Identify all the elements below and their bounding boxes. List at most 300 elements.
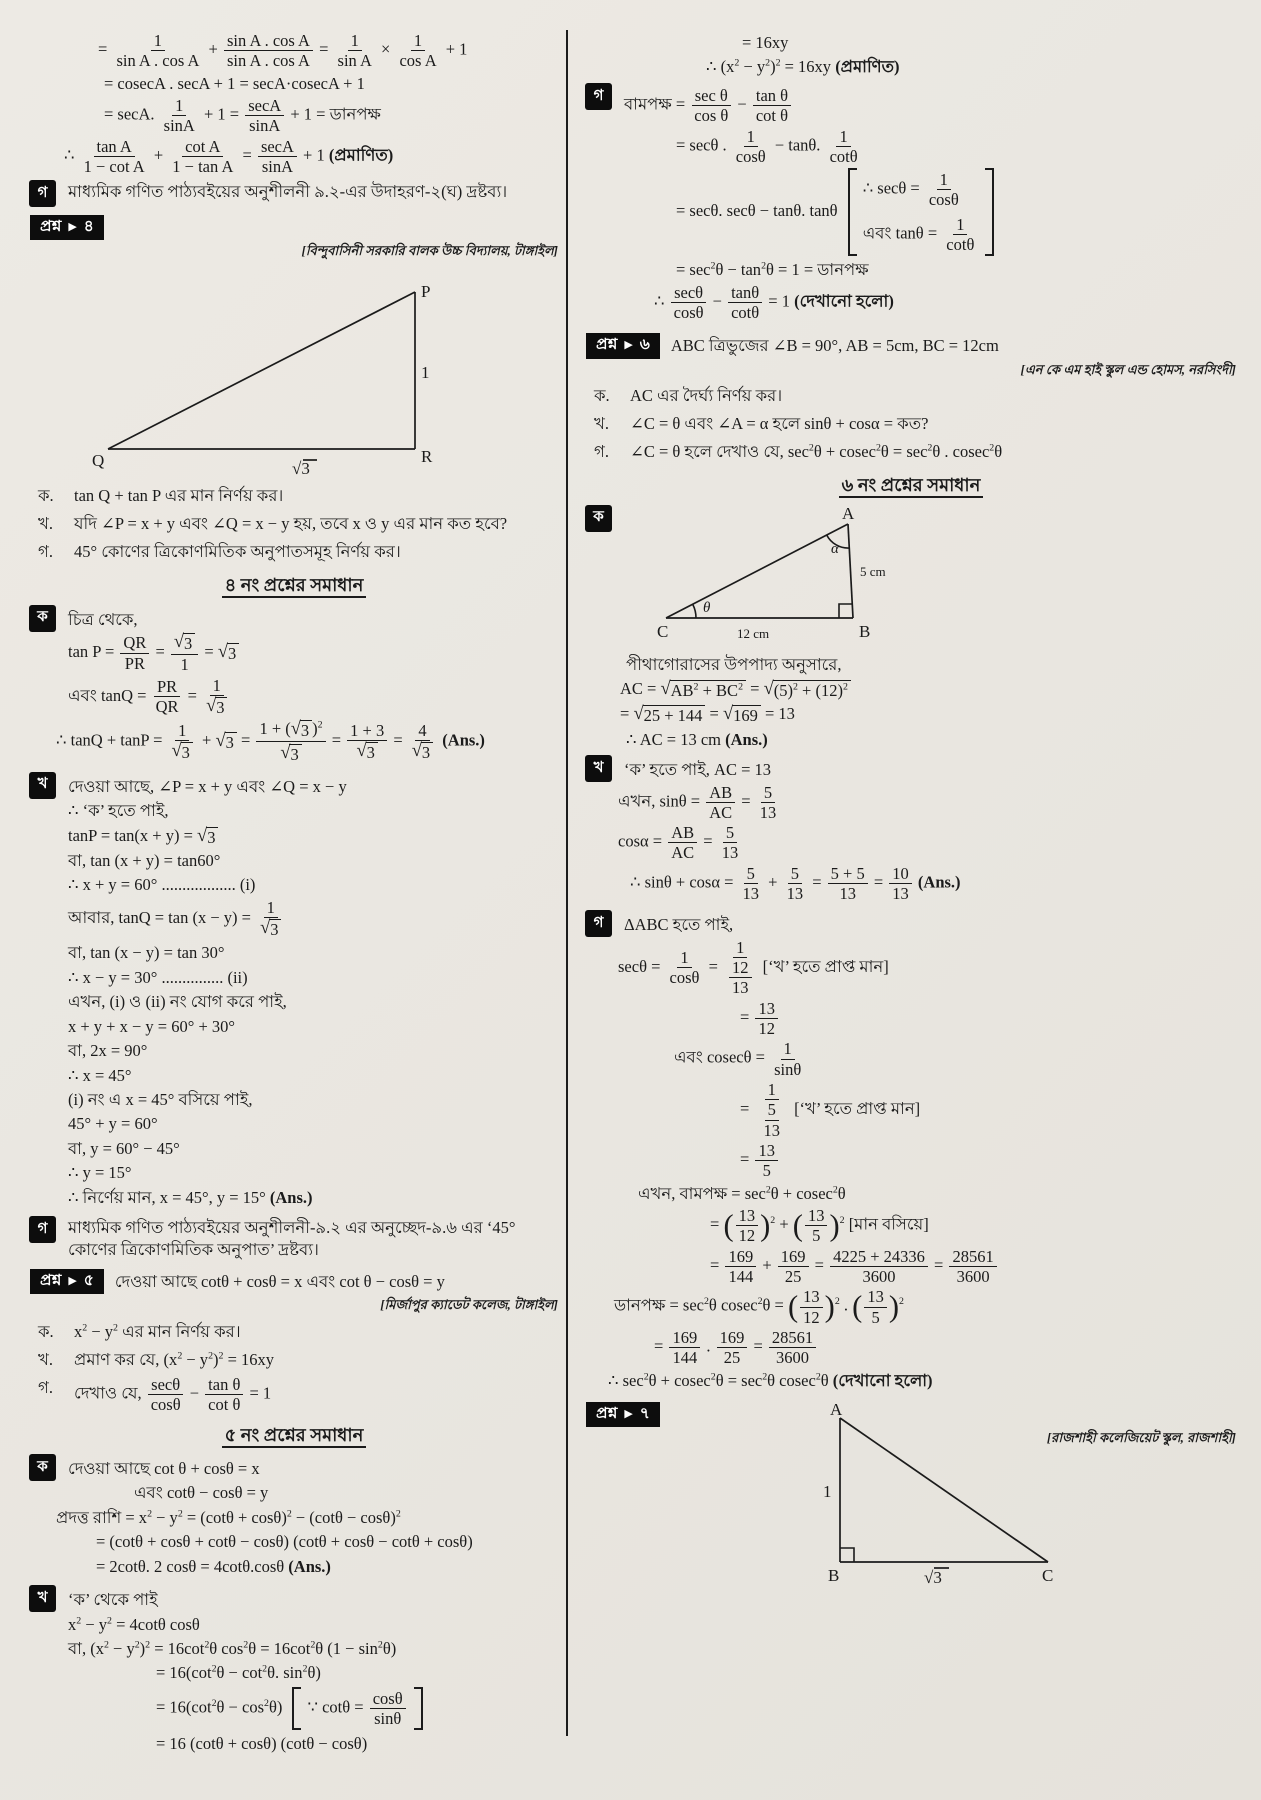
denominator <box>148 1395 184 1413</box>
note-text <box>68 1217 558 1260</box>
figure-mark <box>840 1548 854 1562</box>
math-text: 5 <box>746 863 755 883</box>
denominator <box>943 235 977 253</box>
fraction <box>827 128 861 166</box>
superscript: 2 <box>286 1508 292 1520</box>
numerator <box>778 1248 809 1267</box>
fraction <box>224 32 313 70</box>
math-text: cotθ <box>946 235 975 255</box>
math-line <box>654 284 1236 322</box>
numerator <box>769 1329 816 1348</box>
math-text: 4 <box>418 720 427 740</box>
math-text: 5 <box>812 1226 821 1246</box>
math-text: এর মান নির্ণয় কর। <box>117 1322 241 1342</box>
numerator <box>755 1000 778 1019</box>
square-root <box>218 643 239 663</box>
question-text <box>115 1271 445 1292</box>
numerator <box>172 97 186 116</box>
solution-body <box>68 773 558 1211</box>
question-item-label: গ. <box>38 542 53 562</box>
math-text: − <box>708 291 727 311</box>
math-text: 13 <box>803 1287 820 1307</box>
square-root <box>197 824 218 847</box>
question-source: [বিন্দুবাসিনী সরকারি বালক উচ্চ বিদ্যালয়, টাঙ্গাইল] <box>301 243 558 259</box>
radical-sign: √ <box>411 740 422 761</box>
superscript: 2 <box>208 1350 213 1362</box>
fraction <box>725 1248 756 1286</box>
denominator <box>868 1308 882 1326</box>
numerator <box>245 97 284 116</box>
math-text: θ − cot <box>216 1663 263 1683</box>
question-word: প্রশ্ন <box>596 336 618 354</box>
superscript: 2 <box>243 1639 249 1651</box>
math-text: ∴ ‘ক’ হতে পাই, <box>68 801 169 821</box>
fraction <box>926 171 962 209</box>
math-text: প্রমাণ কর যে, (x <box>74 1349 178 1369</box>
math-text: sinA <box>163 116 195 136</box>
math-text: আবার, tanQ = tan (x − y) = <box>68 907 256 927</box>
bracket-note <box>848 168 995 256</box>
radical-sign: √ <box>217 641 228 662</box>
math-text: ∴ (x <box>706 57 735 77</box>
denominator <box>760 1121 783 1139</box>
fraction <box>724 939 757 997</box>
math-text: tan A <box>96 136 132 156</box>
math-text: 12 <box>803 1307 820 1327</box>
fraction <box>256 720 325 764</box>
question-item-label: খ. <box>38 1349 53 1369</box>
math-text: secA <box>260 136 294 156</box>
math-text: 13 <box>759 802 777 822</box>
superscript: 2 <box>792 681 798 693</box>
math-text: AB <box>671 823 695 843</box>
note-paragraph <box>30 1217 558 1260</box>
math-line <box>68 967 558 988</box>
math-line <box>638 1183 1236 1204</box>
numerator <box>154 678 180 697</box>
square-root <box>660 680 746 700</box>
math-line <box>156 1687 558 1731</box>
math-text: θ = <box>762 1295 788 1315</box>
math-text: = <box>98 39 112 59</box>
math-text: 3 <box>300 721 310 741</box>
numerator <box>415 722 429 741</box>
math-line <box>620 678 1236 700</box>
numerator <box>692 87 731 106</box>
section-badge: ক <box>586 506 611 531</box>
math-text: = <box>183 685 202 705</box>
denominator <box>177 655 191 673</box>
numerator <box>717 1329 748 1348</box>
left-column <box>30 26 558 1764</box>
question-item-text <box>74 512 507 536</box>
radicand <box>227 643 239 663</box>
numerator <box>728 284 762 303</box>
numerator <box>706 784 735 803</box>
math-line <box>156 1662 558 1683</box>
math-text: 13 <box>807 1206 825 1225</box>
emphasis <box>442 731 485 750</box>
denominator <box>889 884 912 902</box>
solution-heading <box>30 574 558 597</box>
math-line <box>68 1614 558 1635</box>
math-text: 45° + y = 60° <box>68 1114 158 1134</box>
question-number: ৫ <box>83 1272 94 1289</box>
question-number: ৪ <box>83 218 94 236</box>
question-source: [মির্জাপুর ক্যাডেট কলেজ, টাঙ্গাইল] <box>380 1297 558 1313</box>
math-line <box>68 609 558 630</box>
superscript: 2 <box>703 1296 709 1308</box>
numerator <box>94 138 135 157</box>
math-text: = <box>200 642 218 662</box>
question-item <box>38 540 558 564</box>
math-text: 1 <box>153 31 163 50</box>
math-text: 3 <box>225 732 234 752</box>
math-text: cosθ <box>372 1688 403 1708</box>
question-list <box>38 1320 558 1413</box>
math-text: 144 <box>672 1348 698 1368</box>
section-badge: গ <box>586 911 611 936</box>
radical-sign: √ <box>206 694 217 715</box>
math-text: AB <box>709 782 733 802</box>
figure-label: R <box>421 447 433 467</box>
figure-block <box>90 266 558 478</box>
question-item-label: গ. <box>594 442 609 462</box>
fraction <box>667 949 703 987</box>
numerator <box>258 138 297 157</box>
math-text: cosθ <box>928 190 959 210</box>
denominator <box>203 696 230 717</box>
numerator <box>723 824 737 843</box>
fraction <box>728 284 762 322</box>
emphasis <box>918 872 961 891</box>
math-text: θ . cosec <box>932 442 990 462</box>
math-text: 1 <box>178 720 187 740</box>
math-line <box>618 784 1236 822</box>
superscript: 2 <box>317 719 323 731</box>
math-line <box>618 824 1236 862</box>
question-item-text <box>630 440 1002 464</box>
denominator <box>409 741 436 762</box>
solution-block <box>30 606 558 767</box>
square-root <box>412 742 433 762</box>
fraction <box>205 1376 243 1414</box>
math-text: 1 <box>350 31 359 50</box>
math-line <box>104 97 558 135</box>
fraction <box>736 1207 759 1245</box>
numerator <box>755 1142 778 1161</box>
math-text: θ = sec <box>880 442 928 462</box>
math-text: − y <box>81 1614 107 1634</box>
math-text: θ − tan <box>715 260 762 280</box>
math-text: দেওয়া আছে cot θ + cosθ = x <box>68 1458 260 1478</box>
emphasis <box>329 145 393 164</box>
math-text: = <box>151 642 169 662</box>
denominator <box>773 1348 812 1366</box>
solution-heading <box>586 474 1236 497</box>
right-column <box>586 26 1236 1598</box>
math-text: = <box>238 145 256 165</box>
math-text: (Ans.) <box>725 729 768 749</box>
math-line <box>740 1142 1236 1180</box>
superscript: 2 <box>775 57 781 69</box>
math-line <box>68 1187 558 1208</box>
numerator <box>953 216 967 235</box>
math-text: + BC <box>698 681 739 701</box>
figure-row <box>586 1402 1236 1590</box>
math-text: = <box>746 679 764 699</box>
solution-body <box>618 756 1236 905</box>
radicand <box>643 705 706 725</box>
numerator <box>224 32 313 51</box>
math-text: + 1 = <box>199 104 244 124</box>
math-line <box>56 1507 558 1528</box>
math-text: 5 <box>790 863 799 883</box>
math-text: AC <box>709 802 733 822</box>
numerator <box>744 865 758 884</box>
math-text: 144 <box>728 1266 754 1286</box>
fraction <box>148 1376 184 1414</box>
section-badge: ক <box>30 1455 55 1480</box>
math-text: ∴ নির্ণেয় মান, x = 45°, y = 15° <box>68 1187 270 1207</box>
math-text: (Ans.) <box>269 1187 313 1207</box>
fraction <box>755 1000 778 1038</box>
math-line <box>626 729 1236 750</box>
math-text: = <box>654 1336 668 1356</box>
question-block <box>30 215 558 260</box>
math-text: = (cotθ + cosθ) <box>182 1507 287 1527</box>
question-item-label: খ. <box>594 414 609 434</box>
math-line <box>674 1040 1236 1078</box>
figure-label: A <box>842 505 855 523</box>
denominator <box>668 843 697 861</box>
math-text: = secθ. secθ − tanθ. tanθ <box>676 201 842 221</box>
math-text: 1 <box>767 1080 776 1099</box>
radicand <box>206 827 218 847</box>
math-text: 45° কোণের ত্রিকোণমিতিক অনুপাতসমূহ নির্ণয় কর। <box>74 542 401 562</box>
math-text: tan θ <box>208 1374 241 1394</box>
denominator <box>113 51 202 69</box>
figure-label: C <box>1041 1565 1054 1585</box>
math-text: (Ans.) <box>288 1556 331 1576</box>
math-text: এখন, sinθ = <box>618 791 705 811</box>
denominator <box>721 1348 744 1366</box>
math-text: = <box>389 730 407 750</box>
bracket-rows <box>306 1687 408 1731</box>
emphasis <box>725 730 768 749</box>
superscript: 2 <box>395 1508 401 1520</box>
bracket-rows <box>862 168 981 256</box>
fraction <box>396 32 439 70</box>
math-text: = <box>705 704 723 724</box>
question-word: প্রশ্ন <box>40 218 62 236</box>
math-text: sin A <box>337 51 372 71</box>
superscript: 2 <box>262 1663 268 1675</box>
numerator <box>210 677 224 696</box>
math-text: 169 <box>672 1327 698 1347</box>
math-text: এবং tanθ = <box>862 223 942 243</box>
denominator <box>691 106 731 124</box>
denominator <box>728 303 762 321</box>
math-text: . <box>839 1295 853 1315</box>
numerator <box>828 865 868 884</box>
denominator <box>257 918 284 939</box>
denominator <box>724 958 757 997</box>
fraction <box>729 959 752 997</box>
superscript: 2 <box>710 1371 716 1382</box>
numerator <box>182 138 223 157</box>
denominator <box>859 1267 898 1285</box>
math-text: = 16(cot <box>156 1697 212 1717</box>
math-text: sin A . cos A <box>226 31 310 50</box>
math-text: = 16xy <box>742 33 789 52</box>
math-text: = 16cot <box>150 1638 205 1658</box>
math-line <box>68 899 558 940</box>
radicand <box>421 742 433 762</box>
math-text: θ + cosec <box>813 442 876 462</box>
math-text: AC <box>671 843 695 863</box>
math-text: + <box>758 1255 776 1275</box>
denominator <box>740 884 763 902</box>
math-line <box>68 1040 558 1061</box>
bracket-row <box>863 171 980 209</box>
math-line <box>68 633 558 674</box>
superscript: 2 <box>808 442 814 454</box>
denominator <box>736 1226 759 1244</box>
fraction <box>161 97 198 135</box>
math-text: x <box>68 1614 77 1634</box>
question-number-badge <box>586 333 660 358</box>
triangle-figure-q6 <box>651 506 896 646</box>
big-paren: ( <box>792 1208 803 1243</box>
math-text: + 1 = ডানপক্ষ <box>286 104 381 124</box>
square-root <box>174 633 195 653</box>
numerator <box>864 1288 887 1307</box>
denominator <box>161 116 198 134</box>
math-line <box>676 168 1236 256</box>
math-text: = <box>710 1214 724 1234</box>
math-line <box>68 776 558 797</box>
math-text: secθ <box>151 1374 181 1394</box>
question-block <box>586 333 1236 378</box>
math-text: 169 <box>780 1246 806 1266</box>
math-line <box>68 800 558 821</box>
question-list <box>38 484 558 564</box>
numerator <box>836 128 850 147</box>
figure-label: 1 <box>421 363 430 383</box>
denominator <box>169 741 196 762</box>
math-text: এবং cotθ − cosθ = y <box>134 1483 269 1503</box>
math-text: 1 <box>266 897 275 917</box>
math-text: ∠C = θ হলে দেখাও যে, sec <box>630 442 809 462</box>
superscript: 2 <box>770 1215 776 1227</box>
math-text: θ (1 − sin <box>315 1638 378 1658</box>
numerator <box>800 1288 823 1307</box>
numerator <box>949 1248 996 1267</box>
math-text: 13 <box>742 884 760 904</box>
math-text: θ + cosec <box>648 1370 711 1390</box>
math-text: বা, 2x = 90° <box>68 1041 148 1061</box>
denominator <box>954 1267 993 1285</box>
math-text: 13 <box>758 998 775 1018</box>
section-badge: খ <box>586 756 611 781</box>
question-number: ৭ <box>639 1404 650 1422</box>
figure-label: 12 cm <box>737 625 770 641</box>
figure-wrap <box>651 506 896 646</box>
math-text: = secA. <box>104 104 159 124</box>
math-line <box>624 759 1236 780</box>
math-text: 3600 <box>776 1348 809 1368</box>
math-text: 3 <box>290 744 299 764</box>
superscript: 2 <box>302 1663 308 1675</box>
question-number-badge <box>586 1402 660 1427</box>
bracket-note <box>292 1687 422 1731</box>
section-badge: গ <box>30 1217 55 1242</box>
math-text: 5 <box>725 823 735 843</box>
denominator <box>755 1019 778 1037</box>
math-text: 13 <box>867 1287 884 1307</box>
math-text: θ) <box>268 1697 287 1717</box>
math-text: cos A <box>399 51 437 71</box>
math-text: বা, y = 60° − 45° <box>68 1138 180 1158</box>
math-text: 169 <box>728 1246 754 1266</box>
math-text: = 16xy <box>780 57 836 77</box>
question-item-label: খ. <box>38 514 53 534</box>
math-text: θ <box>837 1183 846 1203</box>
radicand <box>269 919 281 939</box>
denominator <box>800 1308 823 1326</box>
math-text: = <box>710 1255 724 1275</box>
numerator <box>830 1248 928 1267</box>
math-text: 5 <box>767 1100 776 1120</box>
superscript: 2 <box>989 442 995 454</box>
question-item <box>38 1348 558 1372</box>
superscript: 2 <box>107 1615 112 1627</box>
numerator <box>781 1040 795 1059</box>
denominator <box>784 884 807 902</box>
question-item-text <box>74 540 401 564</box>
question-source: [এন কে এম হাই স্কুল এন্ড হোমস, নরসিংদী] <box>1020 361 1236 377</box>
math-text: θ cos <box>209 1638 244 1658</box>
solution-heading-text: ৪ নং প্রশ্নের সমাধান <box>222 575 367 598</box>
math-text: AB <box>670 681 694 701</box>
denominator <box>153 697 182 715</box>
math-text: = secθ . <box>676 135 731 155</box>
superscript: 2 <box>762 1371 768 1382</box>
math-text: tanP = tan(x + y) = <box>68 825 198 845</box>
radical-sign: √ <box>215 729 226 750</box>
radical-sign: √ <box>290 718 301 739</box>
math-text: দেওয়া আছে, ∠P = x + y এবং ∠Q = x − y <box>68 776 347 796</box>
math-text: θ = 16cot <box>248 1638 311 1658</box>
denominator <box>729 978 752 996</box>
math-text: 12 <box>732 958 749 978</box>
math-line <box>706 56 1236 77</box>
superscript: 2 <box>211 1697 217 1709</box>
numerator <box>805 1207 828 1226</box>
question-item-label: ক. <box>594 386 610 406</box>
math-text: 13 <box>786 884 804 904</box>
solution-block <box>30 773 558 1211</box>
denominator <box>733 147 769 165</box>
question-item-text <box>630 384 782 408</box>
math-text: + <box>764 872 782 892</box>
question-item-label: ক. <box>38 486 54 506</box>
math-text: − y <box>87 1322 113 1342</box>
question-item-label: ক. <box>38 1322 54 1342</box>
arrow-icon: ▶ <box>624 1407 633 1420</box>
fraction <box>755 1081 788 1139</box>
